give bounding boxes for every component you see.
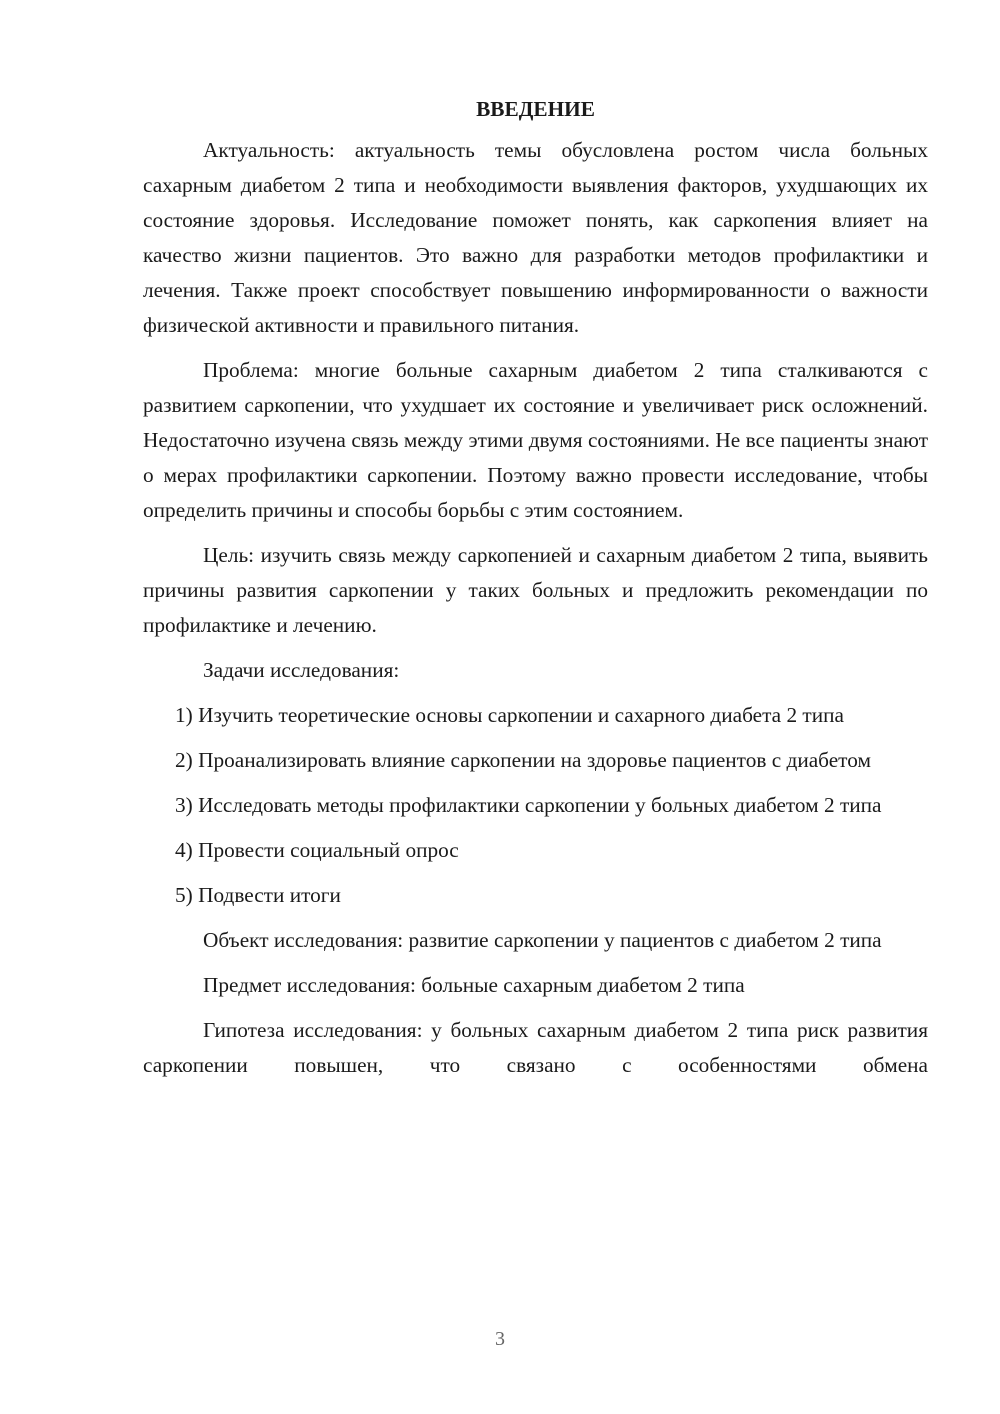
paragraph-goal: Цель: изучить связь между саркопенией и сахарным диабетом 2 типа, выявить причины развития саркопении у таких больных и предложить рекомендации по профилактике и лечению. (143, 543, 928, 637)
document-page (143, 92, 928, 1083)
task-item-5: 5) Подвести итоги (175, 883, 341, 907)
task-item-4: 4) Провести социальный опрос (175, 838, 459, 862)
paragraph-hypothesis: Гипотеза исследования: у больных сахарным диабетом 2 типа риск развития саркопении повышен, что связано с особенностями обмена (143, 1018, 928, 1077)
paragraph-relevance: Актуальность: актуальность темы обусловлена ростом числа больных сахарным диабетом 2 типа и необходимости выявления факторов, ухудшающих их состояние здоровья. Исследование поможет понять, как саркопения влияет на качество жизни пациентов. Это важно для разработки методов профилактики и лечения. Также проект способствует повышению информированности о важности физической активности и правильного питания. (143, 138, 928, 337)
paragraph-object: Объект исследования: развитие саркопении у пациентов с диабетом 2 типа (203, 928, 882, 952)
paragraph-problem: Проблема: многие больные сахарным диабетом 2 типа сталкиваются с развитием саркопении, что ухудшает их состояние и увеличивает риск осложнений. Недостаточно изучена связь между этими двумя состояниями. Не все пациенты знают о мерах профилактики саркопении. Поэтому важно провести исследование, чтобы определить причины и способы борьбы с этим состоянием. (143, 358, 928, 522)
paragraph-subject: Предмет исследования: больные сахарным диабетом 2 типа (203, 973, 745, 997)
task-item-2: 2) Проанализировать влияние саркопении на здоровье пациентов с диабетом (175, 748, 871, 772)
page-number: 3 (495, 1328, 505, 1350)
paragraph-tasks-heading: Задачи исследования: (203, 658, 400, 682)
task-item-1: 1) Изучить теоретические основы саркопении и сахарного диабета 2 типа (175, 703, 844, 727)
section-heading: ВВЕДЕНИЕ (476, 97, 595, 121)
task-item-3: 3) Исследовать методы профилактики саркопении у больных диабетом 2 типа (175, 793, 882, 817)
